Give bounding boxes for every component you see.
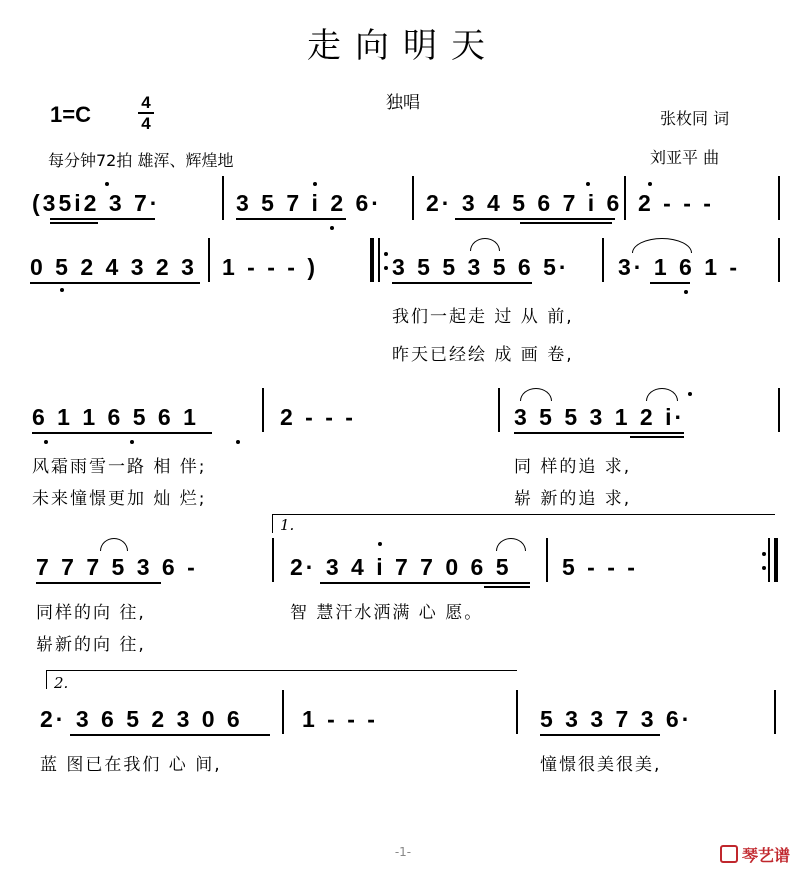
measure-2-4: 3· 1 6 1 - bbox=[618, 254, 741, 280]
measure-1-2: 3 5 7 i 2 6· bbox=[236, 190, 382, 216]
lyrics-5-a: 蓝 图已在我们 心 间, bbox=[40, 755, 222, 775]
measure-3-1: 6 1 1 6 5 6 1 bbox=[32, 404, 199, 430]
piano-logo-icon bbox=[720, 845, 738, 863]
volta-label-1: 1. bbox=[280, 516, 295, 534]
lyricist-credit: 张枚同 词 bbox=[660, 109, 730, 128]
performance-type: 独唱 bbox=[386, 93, 420, 113]
meter-bottom: 4 bbox=[141, 114, 151, 133]
volta-bracket-2 bbox=[46, 670, 517, 689]
measure-3-3: 3 5 5 3 1 2 i· bbox=[514, 404, 686, 430]
lyrics-4-verse1-a: 同样的向 往, bbox=[36, 603, 146, 623]
song-title: 走向明天 bbox=[307, 26, 499, 66]
measure-2-3: 3 5 5 3 5 6 5· bbox=[392, 254, 570, 280]
site-logo-text: 琴艺谱 bbox=[742, 846, 791, 865]
lyrics-4-verse2: 崭新的向 往, bbox=[36, 635, 146, 655]
lyrics-3-verse1-b: 同 样的追 求, bbox=[514, 457, 632, 477]
measure-1-3: 2· 3 4 5 6 7 i 6 bbox=[426, 190, 623, 216]
measure-2-2: 1 - - - ) bbox=[222, 254, 318, 280]
lyrics-3-verse2-a: 未来憧憬更加 灿 烂; bbox=[32, 489, 207, 509]
measure-2-1: 0 5 2 4 3 2 3 bbox=[30, 254, 197, 280]
key-signature: 1=C bbox=[50, 102, 91, 127]
site-logo[interactable] bbox=[720, 843, 790, 866]
volta-bracket-1 bbox=[272, 514, 775, 533]
page-number: -1- bbox=[394, 845, 412, 859]
tempo-marking: 每分钟72拍 雄浑、辉煌地 bbox=[48, 151, 234, 170]
measure-4-3: 5 - - - bbox=[562, 554, 638, 580]
lyrics-2-verse2: 昨天已经绘 成 画 卷, bbox=[392, 345, 574, 365]
measure-1-1: (35i2 3 7· bbox=[32, 190, 161, 216]
measure-3-2: 2 - - - bbox=[280, 404, 356, 430]
lyrics-4-verse1-b: 智 慧汗水洒满 心 愿。 bbox=[290, 603, 484, 623]
measure-4-2: 2· 3 4 i 7 7 0 6 5 bbox=[290, 554, 512, 580]
measure-4-1: 7 7 7 5 3 6 - bbox=[36, 554, 198, 580]
measure-5-1: 2· 3 6 5 2 3 0 6 bbox=[40, 706, 243, 732]
measure-5-2: 1 - - - bbox=[302, 706, 378, 732]
meter-top: 4 bbox=[141, 93, 151, 112]
time-signature bbox=[138, 94, 154, 132]
measure-1-4: 2 - - - bbox=[638, 190, 714, 216]
lyrics-2-verse1: 我们一起走 过 从 前, bbox=[392, 307, 574, 327]
volta-label-2: 2. bbox=[54, 674, 69, 692]
lyrics-5-b: 憧憬很美很美, bbox=[540, 755, 662, 775]
measure-5-3: 5 3 3 7 3 6· bbox=[540, 706, 693, 732]
lyrics-3-verse2-b: 崭 新的追 求, bbox=[514, 489, 632, 509]
composer-credit: 刘亚平 曲 bbox=[650, 148, 720, 167]
lyrics-3-verse1-a: 风霜雨雪一路 相 伴; bbox=[32, 457, 207, 477]
